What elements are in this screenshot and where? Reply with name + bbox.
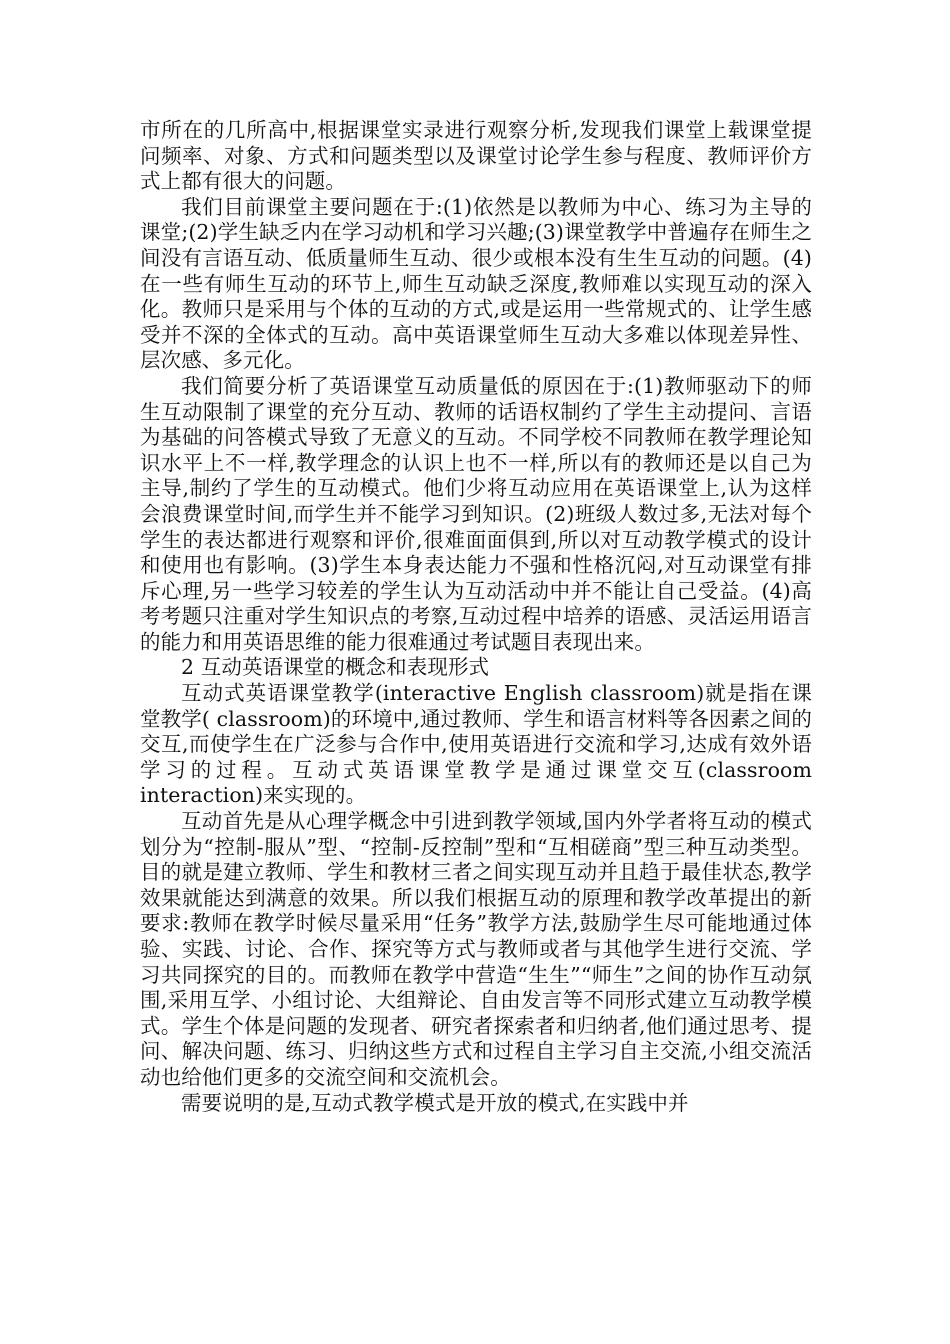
paragraph-interaction-types: 互动首先是从心理学概念中引进到教学领域,国内外学者将互动的模式划分为“控制-服从”型、“控制-反控制”型和“互相磋商”型三种互动类型。目的就是建立教师、学生和教材三者之间实现互动并且趋于最佳状态,教学效果就能达到满意的效果。所以我们根据互动的原理和教学改革提出的新要求:教师在教学时候尽量采用“任务”教学方法,鼓励学生尽可能地通过体验、实践、讨论、合作、探究等方式与教师或者与其他学生进行交流、学习共同探究的目的。而教师在教学中营造“生生”“师生”之间的协作互动氛围,采用互学、小组讨论、大组辩论、自由发言等不同形式建立互动教学模式。学生个体是问题的发现者、研究者探索者和归纳者,他们通过思考、提问、解决问题、练习、归纳这些方式和过程自主学习自主交流,小组交流活动也给他们更多的交流空间和交流机会。 [140,809,812,1089]
section-heading: 2 互动英语课堂的概念和表现形式 [181,655,490,680]
paragraph-definition: 互动式英语课堂教学(interactive English classroom)就是指在课堂教学( classroom)的环境中,通过教师、学生和语言材料等各因素之间的交互,而使学生在广泛参与合作中,使用英语进行交流和学习,达成有效外语学习的过程。互动式英语课堂教学是通过课堂交互(classroom interaction)来实现的。 [140,681,812,808]
paragraph-current-problems: 我们目前课堂主要问题在于:(1)依然是以教师为中心、练习为主导的课堂;(2)学生缺乏内在学习动机和学习兴趣;(3)课堂教学中普遍存在师生之间没有言语互动、低质量师生互动、很少或根本没有生生互动的问题。(4)在一些有师生互动的环节上,师生互动缺乏深度,教师难以实现互动的深入化。教师只是采用与个体的互动的方式,或是运用一些常规式的、让学生感受并不深的全体式的互动。高中英语课堂师生互动大多难以体现差异性、层次感、多元化。 [140,194,812,373]
paragraph-causes: 我们简要分析了英语课堂互动质量低的原因在于:(1)教师驱动下的师生互动限制了课堂的充分互动、教师的话语权制约了学生主动提问、言语为基础的问答模式导致了无意义的互动。不同学校不同教师在教学理论知识水平上不一样,教学理念的认识上也不一样,所以有的教师还是以自己为主导,制约了学生的互动模式。他们少将互动应用在英语课堂上,认为这样会浪费课堂时间,而学生并不能学习到知识。(2)班级人数过多,无法对每个学生的表达都进行观察和评价,很难面面俱到,所以对互动教学模式的设计和使用也有影响。(3)学生本身表达能力不强和性格沉闷,对互动课堂有排斥心理,另一些学习较差的学生认为互动活动中并不能让自己受益。(4)高考考题只注重对学生知识点的考察,互动过程中培养的语感、灵活运用语言的能力和用英语思维的能力很难通过考试题目表现出来。 [140,373,812,654]
paragraph-note: 需要说明的是,互动式教学模式是开放的模式,在实践中并 [181,1090,689,1115]
document-body [140,118,812,1116]
paragraph-continued: 市所在的几所高中,根据课堂实录进行观察分析,发现我们课堂上载课堂提问频率、对象、方式和问题类型以及课堂讨论学生参与程度、教师评价方式上都有很大的问题。 [140,118,812,194]
